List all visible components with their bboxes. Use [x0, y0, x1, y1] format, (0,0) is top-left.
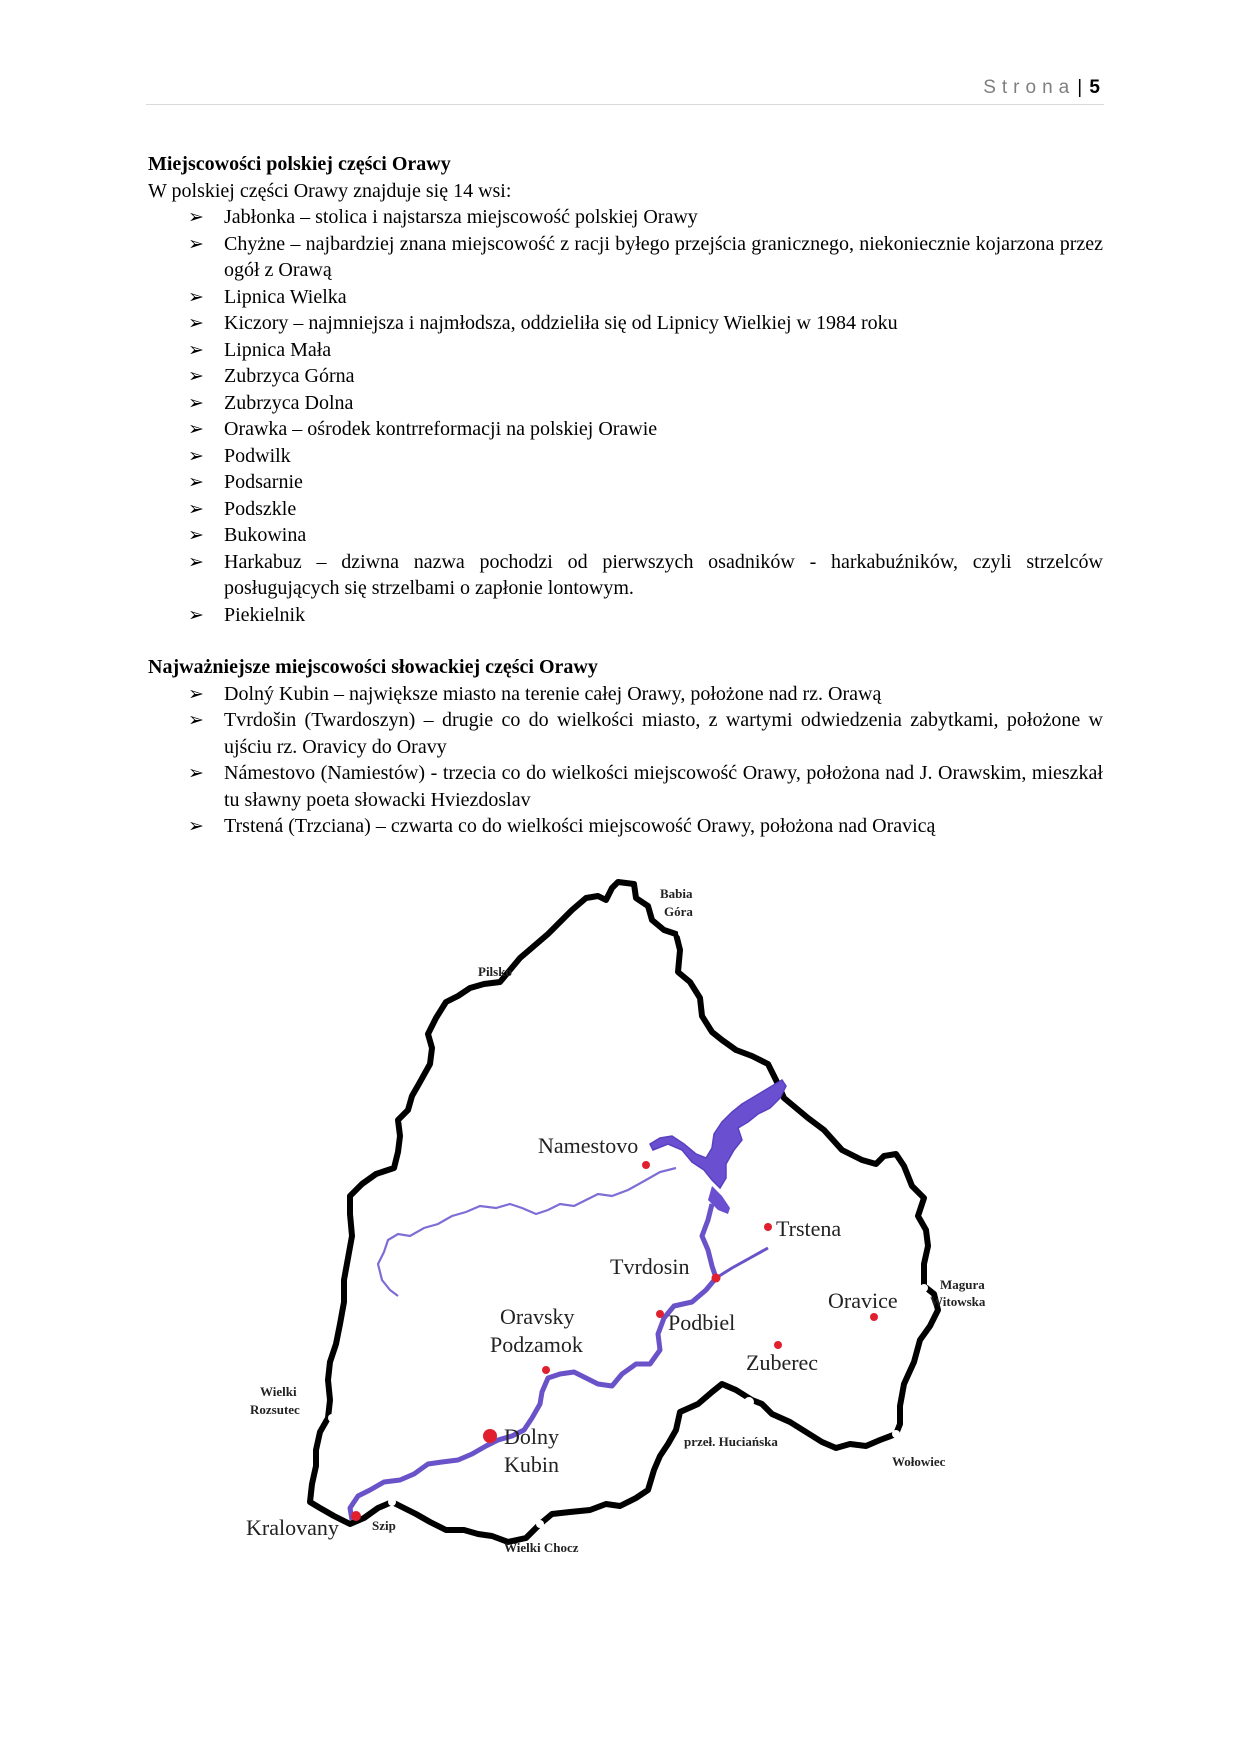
label-oravsky-line2: Podzamok [490, 1332, 583, 1357]
label-gora: Góra [664, 904, 693, 919]
town-marker-oravice [870, 1313, 878, 1321]
page-header [146, 76, 1104, 105]
peak-marker [920, 1284, 928, 1292]
label-namestovo: Namestovo [538, 1133, 639, 1158]
peak-marker [328, 1414, 336, 1422]
arrow-bullet-icon: ➢ [188, 338, 204, 361]
slovak-towns-list [148, 681, 1103, 840]
label-wielki-chocz: Wielki Chocz [504, 1540, 579, 1555]
arrow-bullet-icon: ➢ [188, 391, 204, 414]
section2-heading: Najważniejsze miejscowości słowackiej części Orawy [148, 656, 598, 678]
list-item: ➢ Tvrdošin (Twardoszyn) – drugie co do wielkości miasto, z wartymi odwiedzenia zabytkami, położone w ujściu rz. Oravicy do Oravy [188, 709, 1103, 758]
label-kralovany: Kralovany [246, 1515, 339, 1540]
label-rozsutec: Rozsutec [250, 1402, 300, 1417]
label-zuberec: Zuberec [746, 1350, 819, 1375]
orawa-map-svg [236, 872, 1016, 1562]
arrow-bullet-icon: ➢ [188, 815, 204, 837]
label-kubin: Kubin [504, 1452, 559, 1477]
arrow-bullet-icon: ➢ [188, 232, 204, 255]
label-szip: Szip [372, 1518, 396, 1533]
label-trstena: Trstena [776, 1216, 842, 1241]
arrow-bullet-icon: ➢ [188, 550, 204, 573]
label-tvrdosin: Tvrdosin [610, 1254, 690, 1279]
town-marker-zuberec [774, 1341, 782, 1349]
arrow-bullet-icon: ➢ [188, 285, 204, 308]
label-hucianska: przeł. Huciańska [684, 1434, 778, 1449]
label-wolowiec: Wołowiec [892, 1454, 946, 1469]
peak-marker [678, 929, 686, 937]
arrow-bullet-icon: ➢ [188, 524, 204, 546]
header-page-number: 5 [1089, 77, 1100, 98]
page-number-label [983, 76, 1100, 100]
label-pilsko: Pilsko [478, 964, 512, 979]
document-body [148, 151, 1103, 840]
peak-marker [388, 1498, 396, 1506]
arrow-bullet-icon: ➢ [188, 365, 204, 387]
town-marker-oravsky-podzamok [542, 1366, 550, 1374]
list-item: ➢ Podwilk [148, 443, 1103, 470]
arrow-bullet-icon: ➢ [188, 682, 204, 705]
label-magura: Magura [940, 1277, 985, 1292]
list-item: ➢ Podsarnie [148, 469, 1103, 496]
list-item: ➢ Orawka – ośrodek kontrreformacji na polskiej Orawie [148, 416, 1103, 443]
list-item: ➢ Harkabuz – dziwna nazwa pochodzi od pierwszych osadników - harkabuźników, czyli strzelców posługujących się strzelbami o zapłonie lontowym. [188, 550, 1103, 599]
orawa-map [236, 872, 1016, 1562]
header-word: Strona [983, 77, 1076, 98]
label-witowska: Witowska [930, 1294, 986, 1309]
list-item: ➢ Zubrzyca Dolna [148, 390, 1103, 417]
list-item: ➢ Lipnica Mała [148, 337, 1103, 364]
peak-marker [506, 981, 514, 989]
label-oravice: Oravice [828, 1288, 898, 1313]
arrow-bullet-icon: ➢ [188, 762, 204, 784]
peak-marker [536, 1520, 544, 1528]
town-marker-podbiel [656, 1310, 664, 1318]
label-wielki: Wielki [260, 1384, 297, 1399]
region-border [310, 882, 938, 1542]
label-oravsky-line1: Oravsky [500, 1304, 575, 1329]
town-marker-tvrdosin [712, 1274, 721, 1283]
list-item: ➢ Námestovo (Namiestów) - trzecia co do wielkości miejscowość Orawy, położona nad J. Orawskim, mieszkał tu sławny poeta słowacki Hviezdoslav [188, 762, 1103, 811]
arrow-bullet-icon: ➢ [188, 206, 204, 228]
label-dolny: Dolny [504, 1424, 559, 1449]
label-babia: Babia [660, 886, 693, 901]
oravica-river [716, 1248, 768, 1278]
arrow-bullet-icon: ➢ [188, 418, 204, 440]
list-item: ➢ Lipnica Wielka [148, 284, 1103, 311]
arrow-bullet-icon: ➢ [188, 444, 204, 467]
section1-heading: Miejscowości polskiej części Orawy [148, 153, 451, 175]
section1-intro: W polskiej części Orawy znajduje się 14 wsi: [148, 179, 512, 202]
town-marker-namestovo [642, 1161, 650, 1169]
arrow-bullet-icon: ➢ [188, 312, 204, 334]
list-item: ➢ Bukowina [148, 522, 1103, 549]
polish-villages-list [148, 204, 1103, 628]
arrow-bullet-icon: ➢ [188, 471, 204, 493]
list-item: ➢ Piekielnik [148, 602, 1103, 629]
town-marker-trstena [764, 1223, 772, 1231]
list-item: ➢ Trstená (Trzciana) – czwarta co do wielkości miejscowość Orawy, położona nad Oravicą [148, 813, 1103, 840]
arrow-bullet-icon: ➢ [188, 603, 204, 626]
list-item: ➢ Chyżne – najbardziej znana miejscowość z racji byłego przejścia granicznego, niekoniecznie kojarzona przez ogół z Orawą [188, 232, 1103, 281]
list-item: ➢ Kiczory – najmniejsza i najmłodsza, oddzieliła się od Lipnicy Wielkiej w 1984 roku [148, 310, 1103, 337]
header-separator: | [1077, 77, 1083, 98]
list-item: ➢ Dolný Kubin – największe miasto na terenie całej Orawy, położone nad rz. Orawą [148, 681, 1103, 708]
arrow-bullet-icon: ➢ [188, 709, 204, 731]
peak-marker [892, 1430, 900, 1438]
label-podbiel: Podbiel [668, 1310, 736, 1335]
town-marker-kralovany [351, 1511, 361, 1521]
peak-marker [744, 1397, 754, 1407]
arrow-bullet-icon: ➢ [188, 497, 204, 520]
town-marker-dolny-kubin [483, 1429, 497, 1443]
list-item: ➢ Zubrzyca Górna [148, 363, 1103, 390]
list-item: ➢ Podszkle [148, 496, 1103, 523]
orava-lake [650, 1080, 786, 1188]
list-item: ➢ Jabłonka – stolica i najstarsza miejscowość polskiej Orawy [148, 204, 1103, 231]
